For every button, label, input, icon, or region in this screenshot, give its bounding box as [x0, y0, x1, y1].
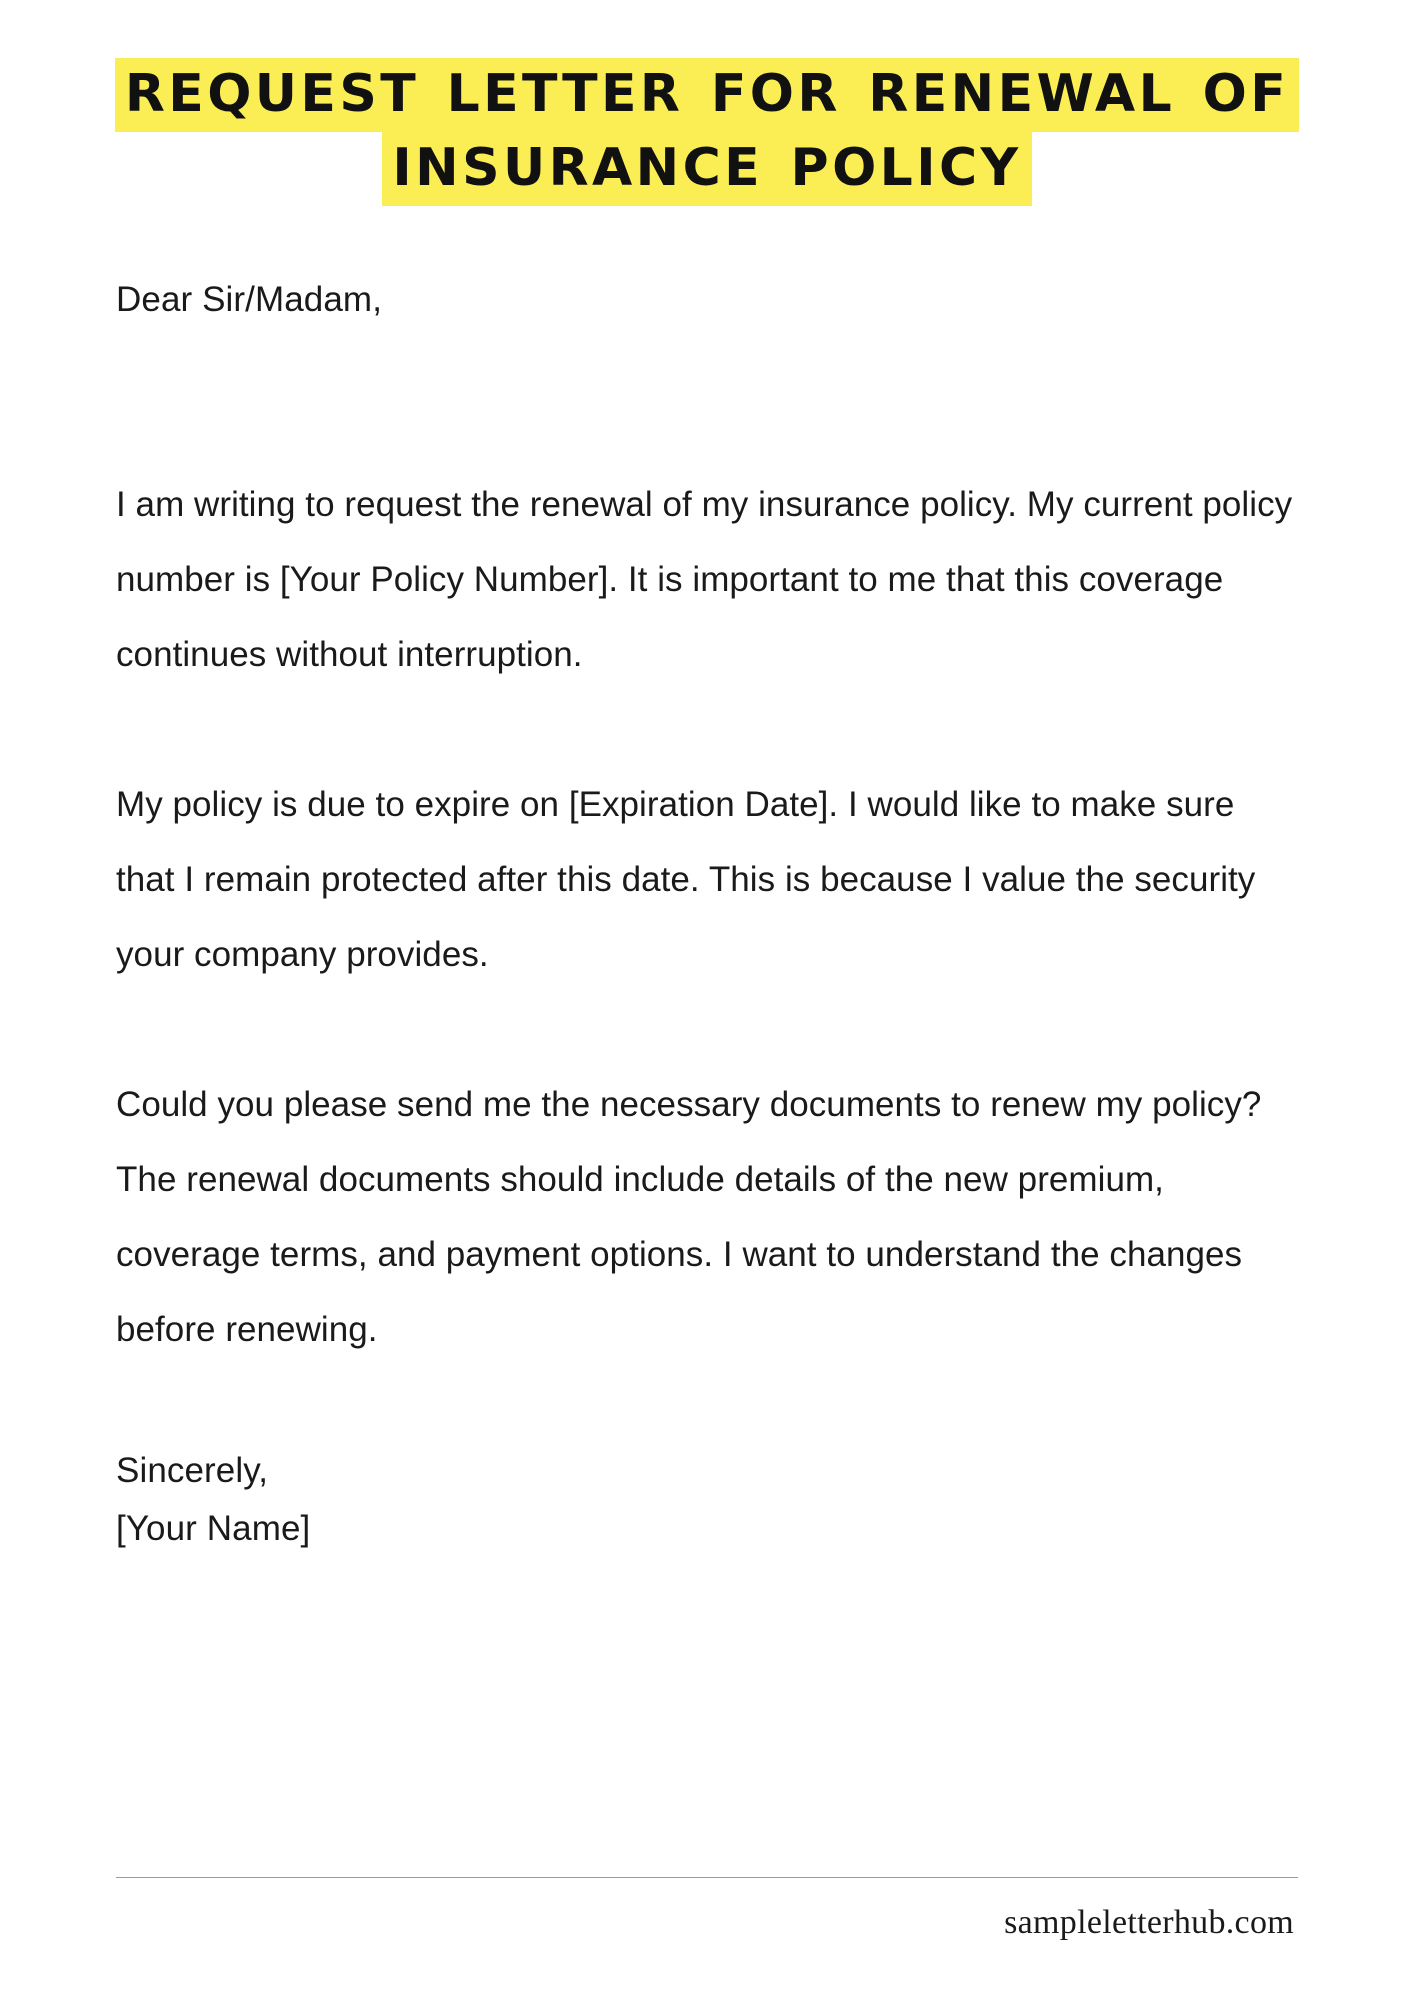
body-paragraph-3: Could you please send me the necessary documents to renew my policy? The renewal documents should include details of the new premium, coverage terms, and payment options. I want to understand the changes before renewing. — [116, 1084, 1262, 1349]
spacer — [116, 392, 1298, 467]
letter-body — [0, 279, 1414, 1558]
page-title — [70, 58, 1344, 206]
spacer — [116, 317, 1298, 392]
footer — [116, 1877, 1298, 1942]
title-line-2: INSURANCE POLICY — [382, 132, 1031, 206]
footer-website: sampleletterhub.com — [1004, 1904, 1294, 1941]
body-paragraph-2: My policy is due to expire on [Expiration Date]. I would like to make sure that I remain protected after this date. This is because I value the security your company provides. — [116, 784, 1256, 974]
closing-signature: [Your Name] — [116, 1508, 311, 1548]
footer-divider — [116, 1877, 1298, 1878]
closing-valediction: Sincerely, — [116, 1450, 269, 1490]
body-paragraph-1: I am writing to request the renewal of my insurance policy. My current policy number is [Your Policy Number]. It is important to me that this coverage continues without interruption. — [116, 484, 1293, 674]
spacer — [116, 992, 1298, 1067]
spacer — [116, 692, 1298, 767]
salutation: Dear Sir/Madam, — [116, 279, 383, 319]
title-line-1: REQUEST LETTER FOR RENEWAL OF — [115, 58, 1299, 132]
spacer — [116, 1367, 1298, 1442]
title-block — [0, 0, 1414, 206]
